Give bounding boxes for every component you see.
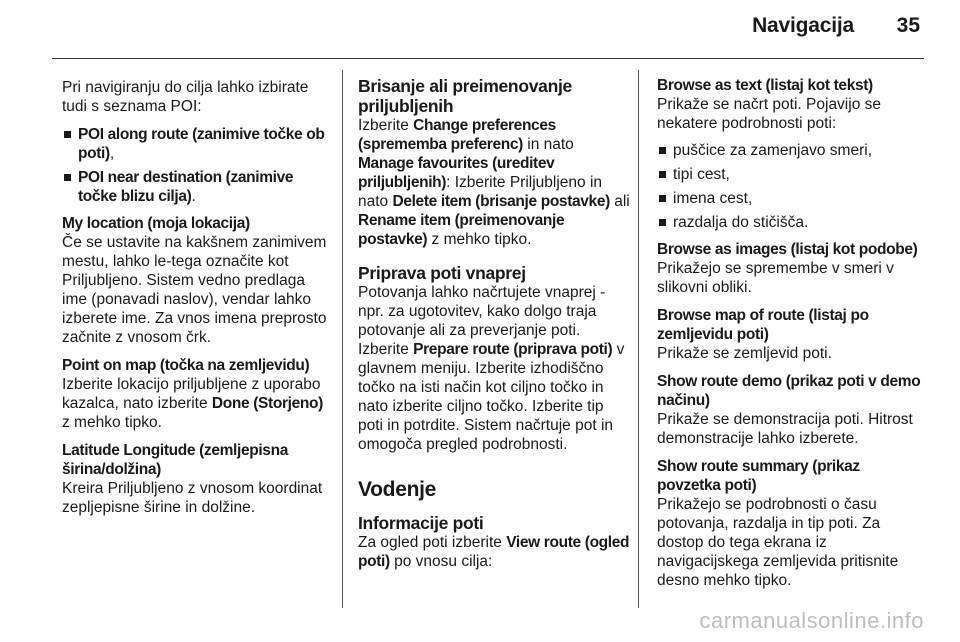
browse-text-term: Browse as text (listaj kot tekst): [657, 77, 873, 94]
prepare-route-text: Potovanja lahko načrtujete vnaprej - npr. za ugotovitev, kako dolgo traja potovanje ali za preverjanje poti. Izberite Prepare route (priprava poti) v glavnem meniju. Izberite izhodiščno točko na isti način kot ciljno točko in nato izberite ciljno točko. Izberite tip poti in potrdite. Sistem načrtuje pot in omogoča pregled podrobnosti.: [358, 284, 625, 453]
lat-long-entry: [62, 441, 334, 517]
browse-text-entry: Browse as text (listaj kot tekst) Prikaže se načrt poti. Pojavijo se nekatere podrobnosti poti:: [657, 76, 925, 133]
poi-intro: Pri navigiranju do cilja lahko izbirate tudi s seznama POI:: [62, 79, 309, 115]
list-item: POI along route (zanimive točke ob poti),: [62, 125, 334, 163]
list-item: tipi cest,: [657, 165, 925, 184]
my-location-term: My location (moja lokacija): [62, 215, 250, 232]
section-title: Navigacija: [752, 14, 854, 37]
my-location-entry: [62, 214, 334, 347]
column-divider-1: [342, 70, 343, 608]
list-item: puščice za zamenjavo smeri,: [657, 141, 925, 160]
column-1: [62, 78, 334, 526]
list-item: razdalja do stičišča.: [657, 213, 925, 232]
route-demo-entry: Show route demo (prikaz poti v demo načinu) Prikaže se demonstracija poti. Hitrost demonstracije lahko izberete.: [657, 372, 925, 448]
done-softkey-label: Done (Storjeno): [211, 395, 323, 412]
guidance-heading: Vodenje: [358, 478, 437, 501]
lat-long-term: Latitude Longitude (zemljepisna širina/dolžina): [62, 442, 288, 478]
list-item: POI near destination (zanimive točke blizu cilja).: [62, 168, 334, 206]
column-3: [657, 76, 925, 599]
browse-images-entry: Browse as images (listaj kot podobe) Prikažejo se spremembe v smeri v slikovni obliki.: [657, 240, 925, 297]
point-on-map-term: Point on map (točka na zemljevidu): [62, 357, 310, 374]
browse-map-term: Browse map of route (listaj po zemljevidu poti): [657, 307, 869, 343]
route-info-heading: Informacije poti: [358, 513, 484, 533]
column-2: [358, 76, 630, 580]
delete-rename-text: Izberite Change preferences (sprememba preferenc) in nato Manage favourites (ureditev priljubljenih): Izberite Priljubljeno in nato Delete item (brisanje postavke) ali Rename item (preimenovanje postavke) z mehko tipko.: [358, 117, 630, 248]
browse-map-entry: Browse map of route (listaj po zemljevidu poti) Prikaže se zemljevid poti.: [657, 306, 925, 363]
watermark: carmanualsonline.info: [699, 608, 924, 633]
prepare-route-heading: Priprava poti vnaprej: [358, 263, 526, 283]
my-location-text: Če se ustavite na kakšnem zanimivem mestu, lahko le-tega označite kot Priljubljeno. Sistem vedno predlaga ime (ponavadi naslov), vendar lahko izberete ime. Za vnos imena preprosto začnite z vnosom črk.: [62, 234, 327, 346]
delete-rename-heading: Brisanje ali preimenovanje priljubljenih: [358, 76, 572, 116]
route-summary-term: Show route summary (prikaz povzetka poti): [657, 458, 860, 494]
route-info-text: Za ogled poti izberite View route (ogled poti) po vnosu cilja:: [358, 534, 630, 570]
poi-near-destination: POI near destination (zanimive točke blizu cilja): [78, 169, 294, 205]
route-demo-term: Show route demo (prikaz poti v demo načinu): [657, 373, 921, 409]
route-summary-entry: Show route summary (prikaz povzetka poti) Prikažejo se podrobnosti o času potovanja, razdalja in tip poti. Za dostop do tega ekrana iz navigacijskega zemljevida pritisnite desno mehko tipko.: [657, 457, 925, 590]
lat-long-text: Kreira Priljubljeno z vnosom koordinat zepljepisne širine in dolžine.: [62, 480, 323, 516]
column-divider-2: [638, 70, 639, 608]
poi-along-route: POI along route (zanimive točke ob poti): [78, 126, 325, 162]
list-item: imena cest,: [657, 189, 925, 208]
browse-images-term: Browse as images (listaj kot podobe): [657, 241, 918, 258]
page-number: 35: [896, 14, 920, 37]
point-on-map-entry: Point on map (točka na zemljevidu) Izberite lokacijo priljubljene z uporabo kazalca, nato izberite Done (Storjeno) z mehko tipko.: [62, 356, 334, 432]
header-divider: [52, 58, 924, 59]
